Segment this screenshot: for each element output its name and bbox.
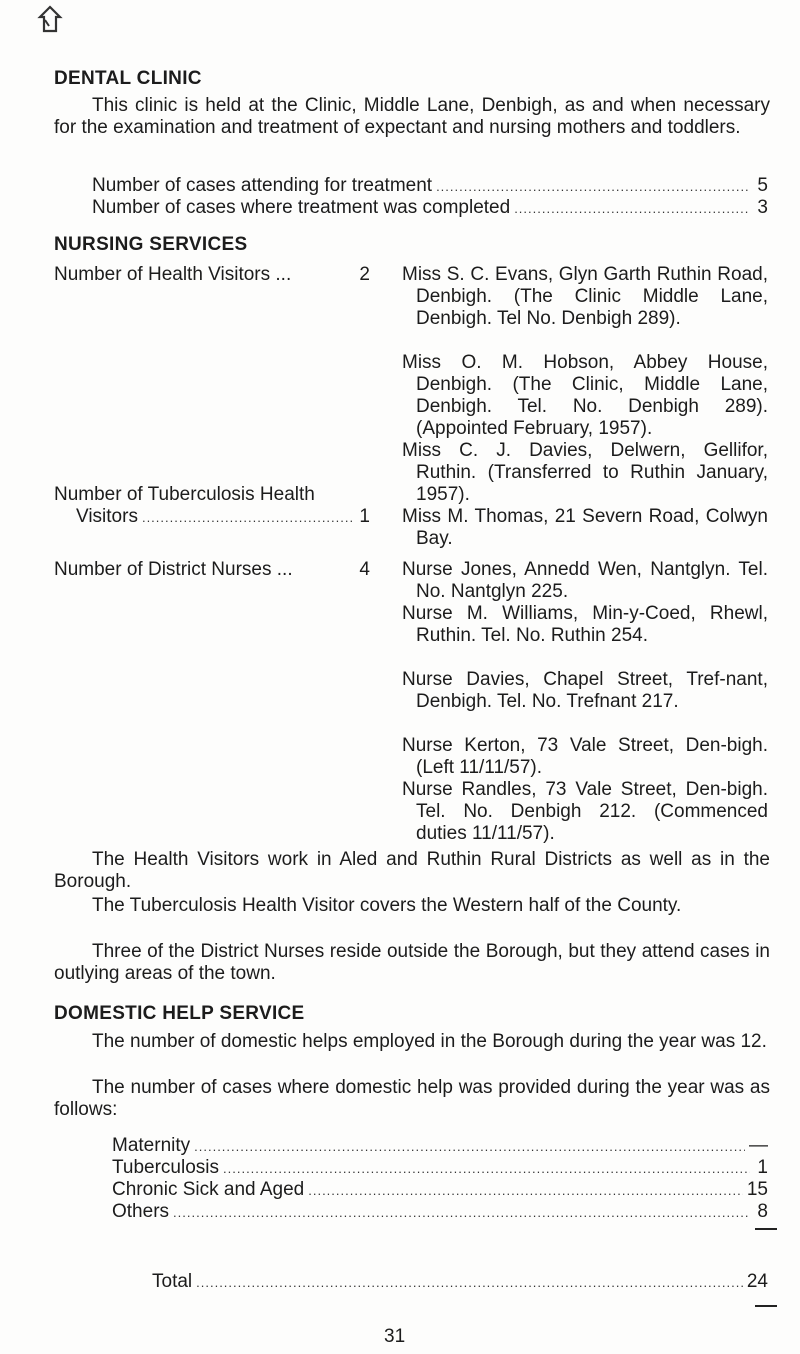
health-visitor-entry: Miss O. M. Hobson, Abbey House, Denbigh. (The Clinic, Middle Lane, Denbigh. Tel. No. Denbigh 289). (Appointed February, 1957). bbox=[402, 352, 768, 439]
row-label: Total bbox=[152, 1271, 193, 1292]
row-label: Tuberculosis bbox=[112, 1157, 220, 1178]
row-label: Number of cases attending for treatment bbox=[92, 175, 433, 196]
district-nurse-entry: Nurse Kerton, 73 Vale Street, Den-bigh. (Left 11/11/57). bbox=[402, 735, 768, 778]
domestic-help-para: The number of cases where domestic help was provided during the year was as follows: bbox=[54, 1077, 770, 1120]
health-visitors-label bbox=[54, 264, 370, 286]
label-text: Number of District Nurses ... bbox=[54, 559, 293, 580]
row-value: 3 bbox=[757, 197, 768, 218]
health-visitor-entry: Miss S. C. Evans, Glyn Garth Ruthin Road, Denbigh. (The Clinic Middle Lane, Denbigh. Tel No. Denbigh 289). bbox=[402, 264, 768, 329]
dental-row-attending bbox=[92, 175, 768, 198]
domestic-help-para: The number of domestic helps employed in the Borough during the year was 12. bbox=[92, 1031, 767, 1052]
leader-dots bbox=[308, 1180, 743, 1202]
tb-visitors-label-line1: Number of Tuberculosis Health bbox=[54, 484, 315, 505]
row-value: — bbox=[749, 1135, 768, 1156]
domestic-row-tuberculosis bbox=[112, 1157, 768, 1180]
domestic-row-maternity bbox=[112, 1135, 768, 1158]
domestic-help-heading: DOMESTIC HELP SERVICE bbox=[54, 1003, 305, 1024]
corner-mark-icon bbox=[36, 4, 64, 36]
district-nurses-count: 4 bbox=[359, 559, 370, 580]
nursing-note: The Health Visitors work in Aled and Ruthin Rural Districts as well as in the Borough. bbox=[54, 849, 770, 892]
district-nurse-entry: Nurse Randles, 73 Vale Street, Den-bigh. Tel. No. Denbigh 212. (Commenced duties 11/11/57). bbox=[402, 779, 768, 844]
sum-rule-bottom bbox=[755, 1305, 777, 1307]
row-value: 1 bbox=[757, 1157, 768, 1178]
row-label: Maternity bbox=[112, 1135, 191, 1156]
leader-dots bbox=[196, 1272, 743, 1294]
tb-visitors-label-line2 bbox=[76, 506, 370, 529]
domestic-row-others bbox=[112, 1201, 768, 1224]
nursing-note: Three of the District Nurses reside outside the Borough, but they attend cases in outlying areas of the town. bbox=[54, 941, 770, 984]
domestic-row-chronic bbox=[112, 1179, 768, 1202]
total-value: 24 bbox=[746, 1271, 768, 1292]
tb-visitor-entry: Miss M. Thomas, 21 Severn Road, Colwyn Bay. bbox=[402, 506, 768, 549]
nursing-services-heading: NURSING SERVICES bbox=[54, 234, 248, 255]
health-visitors-count: 2 bbox=[359, 264, 370, 285]
nursing-note: The Tuberculosis Health Visitor covers the Western half of the County. bbox=[92, 895, 682, 916]
leader-dots bbox=[514, 198, 750, 220]
label-text: Visitors bbox=[76, 506, 138, 527]
dental-clinic-heading: DENTAL CLINIC bbox=[54, 68, 202, 89]
dental-row-completed bbox=[92, 197, 768, 220]
row-value: 8 bbox=[757, 1201, 768, 1222]
district-nurse-entry: Nurse Davies, Chapel Street, Tref-nant, Denbigh. Tel. No. Trefnant 217. bbox=[402, 669, 768, 712]
label-text: Number of Health Visitors ... bbox=[54, 264, 292, 285]
sum-rule-top bbox=[755, 1228, 777, 1230]
page-number: 31 bbox=[384, 1326, 406, 1347]
row-label: Chronic Sick and Aged bbox=[112, 1179, 305, 1200]
leader-dots bbox=[194, 1136, 745, 1158]
leader-dots bbox=[142, 507, 352, 529]
leader-dots bbox=[436, 176, 750, 198]
dental-clinic-intro: This clinic is held at the Clinic, Middle Lane, Denbigh, as and when necessary for the examination and treatment of expectant and nursing mothers and toddlers. bbox=[54, 95, 770, 138]
district-nurse-entry: Nurse M. Williams, Min-y-Coed, Rhewl, Ruthin. Tel. No. Ruthin 254. bbox=[402, 603, 768, 646]
row-value: 5 bbox=[757, 175, 768, 196]
district-nurses-label bbox=[54, 559, 370, 581]
row-value: 15 bbox=[746, 1179, 768, 1200]
leader-dots bbox=[173, 1202, 750, 1224]
domestic-row-total bbox=[152, 1271, 768, 1294]
tb-visitors-count: 1 bbox=[359, 506, 370, 527]
district-nurse-entry: Nurse Jones, Annedd Wen, Nantglyn. Tel. No. Nantglyn 225. bbox=[402, 559, 768, 602]
health-visitor-entry: Miss C. J. Davies, Delwern, Gellifor, Ruthin. (Transferred to Ruthin January, 1957). bbox=[402, 440, 768, 505]
row-label: Number of cases where treatment was completed bbox=[92, 197, 511, 218]
leader-dots bbox=[223, 1158, 750, 1180]
row-label: Others bbox=[112, 1201, 170, 1222]
